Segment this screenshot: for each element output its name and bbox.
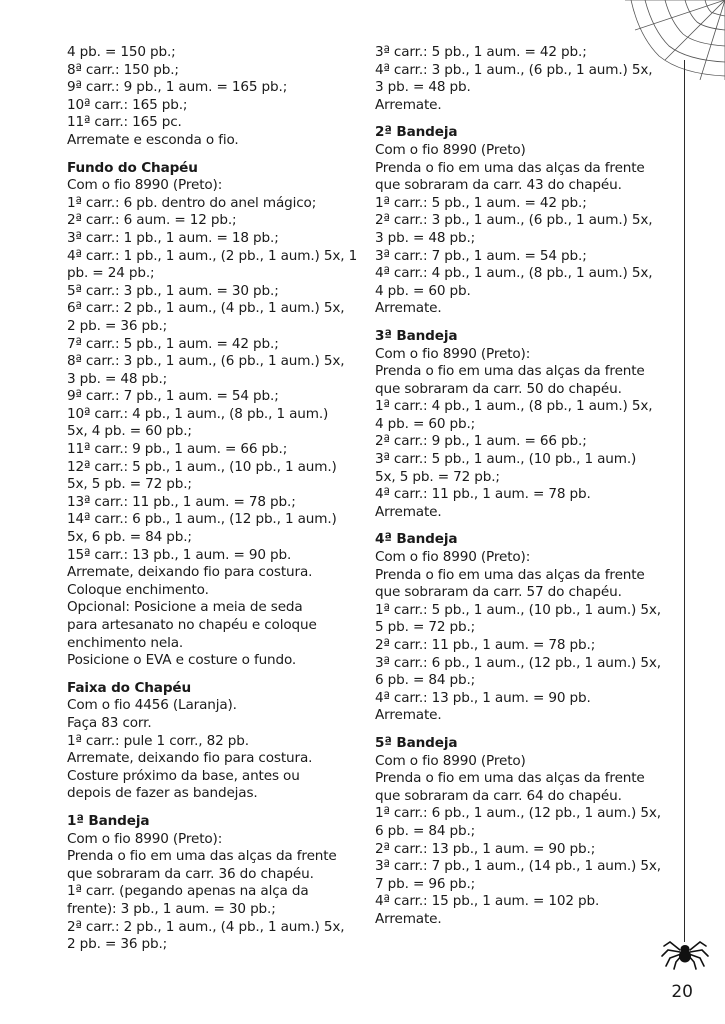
- text-line: 1ª carr.: 6 pb., 1 aum., (12 pb., 1 aum.) 5x,: [375, 805, 661, 822]
- text-line: que sobraram da carr. 36 do chapéu.: [67, 865, 314, 882]
- text-line: 15ª carr.: 13 pb., 1 aum. = 90 pb.: [67, 546, 292, 563]
- text-line: 7ª carr.: 5 pb., 1 aum. = 42 pb.;: [67, 335, 279, 352]
- text-line: Prenda o fio em uma das alças da frente: [375, 770, 645, 787]
- text-line: 9ª carr.: 9 pb., 1 aum. = 165 pb.;: [67, 79, 288, 96]
- text-line: 2ª carr.: 9 pb., 1 aum. = 66 pb.;: [375, 433, 587, 450]
- text-line: 12ª carr.: 5 pb., 1 aum., (10 pb., 1 aum.): [67, 458, 337, 475]
- text-line: Arremate.: [375, 707, 442, 724]
- text-line: Prenda o fio em uma das alças da frente: [67, 848, 337, 865]
- text-line: Faça 83 corr.: [67, 714, 152, 731]
- spider-icon: [660, 934, 710, 970]
- text-line: 2ª carr.: 3 pb., 1 aum., (6 pb., 1 aum.) 5x,: [375, 212, 653, 229]
- text-line: Arremate.: [375, 910, 442, 927]
- text-line: 3ª carr.: 7 pb., 1 aum., (14 pb., 1 aum.) 5x,: [375, 858, 661, 875]
- section-heading: 1ª Bandeja: [67, 812, 150, 829]
- text-line: pb. = 24 pb.;: [67, 265, 155, 282]
- text-line: Arremate.: [375, 300, 442, 317]
- text-line: 1ª carr.: 5 pb., 1 aum. = 42 pb.;: [375, 194, 587, 211]
- text-line: Prenda o fio em uma das alças da frente: [375, 363, 645, 380]
- text-line: 10ª carr.: 4 pb., 1 aum., (8 pb., 1 aum.): [67, 405, 329, 422]
- text-line: 4 pb. = 60 pb.: [375, 282, 471, 299]
- paragraph-gap: [375, 725, 660, 735]
- paragraph-gap: [67, 803, 357, 813]
- text-line: Com o fio 8990 (Preto): [375, 752, 526, 769]
- text-line: 5 pb. = 72 pb.;: [375, 619, 476, 636]
- text-line: 2ª carr.: 13 pb., 1 aum. = 90 pb.;: [375, 840, 596, 857]
- text-line: 3ª carr.: 6 pb., 1 aum., (12 pb., 1 aum.) 5x,: [375, 654, 661, 671]
- text-line: Posicione o EVA e costure o fundo.: [67, 652, 297, 669]
- text-line: 4 pb. = 60 pb.;: [375, 415, 476, 432]
- text-line: 1ª carr.: pule 1 corr., 82 pb.: [67, 732, 249, 749]
- text-line: 4ª carr.: 1 pb., 1 aum., (2 pb., 1 aum.) 5x, 1: [67, 247, 358, 264]
- section-heading: 4ª Bandeja: [375, 531, 458, 548]
- text-line: 2ª carr.: 2 pb., 1 aum., (4 pb., 1 aum.) 5x,: [67, 918, 345, 935]
- text-line: Com o fio 8990 (Preto):: [375, 345, 531, 362]
- text-line: 5ª carr.: 3 pb., 1 aum. = 30 pb.;: [67, 282, 279, 299]
- text-line: 2 pb. = 36 pb.;: [67, 317, 168, 334]
- text-line: 6 pb. = 84 pb.;: [375, 822, 476, 839]
- section-heading: Faixa do Chapéu: [67, 679, 192, 696]
- text-line: 5x, 5 pb. = 72 pb.;: [375, 468, 500, 485]
- text-line: que sobraram da carr. 50 do chapéu.: [375, 380, 622, 397]
- text-line: 3ª carr.: 7 pb., 1 aum. = 54 pb.;: [375, 247, 587, 264]
- right-column: [375, 44, 660, 929]
- text-line: 14ª carr.: 6 pb., 1 aum., (12 pb., 1 aum.): [67, 511, 337, 528]
- text-line: 9ª carr.: 7 pb., 1 aum. = 54 pb.;: [67, 388, 279, 405]
- text-line: 2 pb. = 36 pb.;: [67, 936, 168, 953]
- text-line: 1ª carr.: 4 pb., 1 aum., (8 pb., 1 aum.) 5x,: [375, 398, 653, 415]
- text-line: 3ª carr.: 5 pb., 1 aum. = 42 pb.;: [375, 44, 587, 60]
- text-line: Com o fio 4456 (Laranja).: [67, 697, 237, 714]
- text-line: Prenda o fio em uma das alças da frente: [375, 566, 645, 583]
- text-line: 3 pb. = 48 pb.: [375, 79, 471, 96]
- text-line: Costure próximo da base, antes ou: [67, 767, 300, 784]
- text-line: 4ª carr.: 15 pb., 1 aum. = 102 pb.: [375, 893, 600, 910]
- text-line: 8ª carr.: 150 pb.;: [67, 61, 179, 78]
- text-line: 11ª carr.: 9 pb., 1 aum. = 66 pb.;: [67, 441, 288, 458]
- text-line: Arremate, deixando fio para costura.: [67, 564, 313, 581]
- paragraph-gap: [67, 150, 357, 160]
- text-line: 13ª carr.: 11 pb., 1 aum. = 78 pb.;: [67, 493, 296, 510]
- text-line: 1ª carr.: 6 pb. dentro do anel mágico;: [67, 194, 317, 211]
- text-line: 4ª carr.: 13 pb., 1 aum. = 90 pb.: [375, 689, 591, 706]
- text-line: 5x, 4 pb. = 60 pb.;: [67, 423, 192, 440]
- text-line: que sobraram da carr. 64 do chapéu.: [375, 787, 622, 804]
- paragraph-gap: [67, 670, 357, 680]
- text-line: 6 pb. = 84 pb.;: [375, 672, 476, 689]
- section-heading: 3ª Bandeja: [375, 327, 458, 344]
- text-line: 4ª carr.: 3 pb., 1 aum., (6 pb., 1 aum.) 5x,: [375, 61, 653, 78]
- text-line: 5x, 5 pb. = 72 pb.;: [67, 476, 192, 493]
- text-line: 2ª carr.: 11 pb., 1 aum. = 78 pb.;: [375, 637, 596, 653]
- text-line: 1ª carr.: 5 pb., 1 aum., (10 pb., 1 aum.) 5x,: [375, 601, 661, 618]
- text-line: Arremate.: [375, 503, 442, 520]
- text-line: 2ª carr.: 6 aum. = 12 pb.;: [67, 212, 237, 229]
- page-number: 20: [671, 982, 693, 1002]
- spider-thread: [684, 60, 685, 942]
- paragraph-gap: [375, 318, 660, 328]
- text-line: que sobraram da carr. 43 do chapéu.: [375, 177, 622, 194]
- text-line: que sobraram da carr. 57 do chapéu.: [375, 584, 622, 601]
- text-line: Arremate.: [375, 96, 442, 113]
- text-line: 4ª carr.: 11 pb., 1 aum. = 78 pb.: [375, 486, 591, 503]
- text-line: 5x, 6 pb. = 84 pb.;: [67, 529, 192, 546]
- text-line: Com o fio 8990 (Preto):: [375, 549, 531, 566]
- section-heading: Fundo do Chapéu: [67, 159, 198, 176]
- left-column: [67, 44, 357, 954]
- text-line: 10ª carr.: 165 pb.;: [67, 96, 188, 113]
- text-line: 3ª carr.: 5 pb., 1 aum., (10 pb., 1 aum.): [375, 451, 637, 468]
- text-line: Opcional: Posicione a meia de seda: [67, 599, 303, 616]
- text-line: 4 pb. = 150 pb.;: [67, 44, 176, 60]
- text-line: Com o fio 8990 (Preto):: [67, 177, 223, 194]
- text-line: frente): 3 pb., 1 aum. = 30 pb.;: [67, 900, 276, 917]
- text-line: enchimento nela.: [67, 634, 184, 651]
- text-line: 4ª carr.: 4 pb., 1 aum., (8 pb., 1 aum.) 5x,: [375, 265, 653, 282]
- text-line: Prenda o fio em uma das alças da frente: [375, 159, 645, 176]
- text-line: Arremate e esconda o fio.: [67, 131, 239, 148]
- text-line: 6ª carr.: 2 pb., 1 aum., (4 pb., 1 aum.) 5x,: [67, 300, 345, 317]
- text-line: para artesanato no chapéu e coloque: [67, 617, 317, 633]
- text-line: Com o fio 8990 (Preto): [375, 141, 526, 158]
- text-line: 11ª carr.: 165 pc.: [67, 114, 182, 131]
- text-line: 3 pb. = 48 pb.;: [375, 229, 476, 246]
- text-line: 1ª carr. (pegando apenas na alça da: [67, 883, 309, 900]
- paragraph-gap: [375, 114, 660, 124]
- text-line: 3ª carr.: 1 pb., 1 aum. = 18 pb.;: [67, 229, 279, 246]
- text-line: 7 pb. = 96 pb.;: [375, 875, 476, 892]
- text-line: depois de fazer as bandejas.: [67, 785, 258, 802]
- text-line: Coloque enchimento.: [67, 581, 209, 598]
- text-line: Com o fio 8990 (Preto):: [67, 830, 223, 847]
- text-line: 3 pb. = 48 pb.;: [67, 370, 168, 387]
- text-line: Arremate, deixando fio para costura.: [67, 750, 313, 767]
- section-heading: 2ª Bandeja: [375, 124, 458, 141]
- paragraph-gap: [375, 521, 660, 531]
- text-line: 8ª carr.: 3 pb., 1 aum., (6 pb., 1 aum.) 5x,: [67, 353, 345, 370]
- section-heading: 5ª Bandeja: [375, 734, 458, 751]
